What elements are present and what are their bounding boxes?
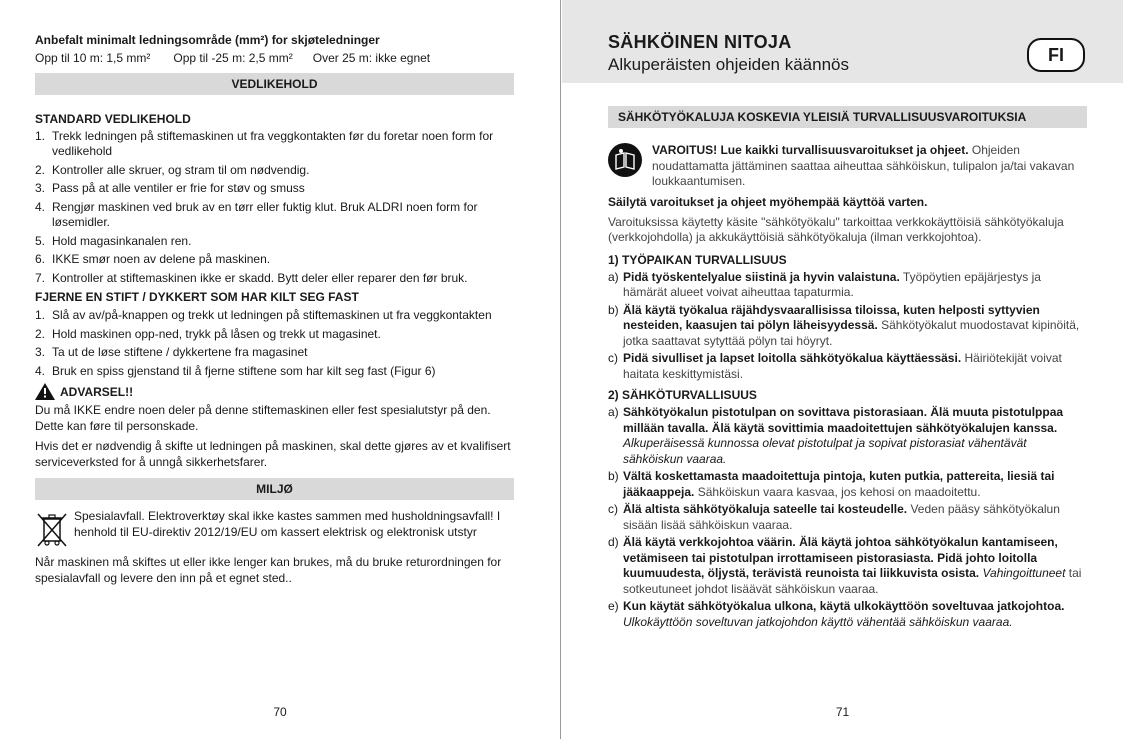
warning-heading <box>35 383 514 400</box>
warning-body: Ohjeiden noudattamatta jättäminen saattaa aiheuttaa sähköiskun, tulipalon ja/tai vakavan loukkaantumisen. <box>652 143 1075 188</box>
header <box>562 0 1123 83</box>
warning-text <box>652 143 1087 190</box>
wheelie-bin-crossed-icon <box>35 511 69 549</box>
page-number-right: 71 <box>835 705 850 719</box>
list-item: 5. Hold magasinkanalen ren. <box>35 233 192 248</box>
maintenance-bar: VEDLIKEHOLD <box>35 73 514 95</box>
read-manual-icon <box>608 143 642 177</box>
std-maint-title: STANDARD VEDLIKEHOLD <box>35 111 191 126</box>
warning-bold: VAROITUS! Lue kaikki turvallisuusvaroitukset ja ohjeet. <box>652 143 969 157</box>
list-item: c) Pidä sivulliset ja lapset loitolla sähkötyökalua käyttäessäsi. Häiriötekijät voivat haitata keskittymistäsi. <box>608 351 1062 381</box>
warning-paragraph-2: Hvis det er nødvendig å skifte ut ledningen på maskinen, skal dette gjøres av et kvalifisert serviceverksted for å unngå sikkerhetsfarer. <box>35 439 511 469</box>
list-item: d) Älä käytä verkkojohtoa väärin. Älä käytä johtoa sähkötyökalun kantamiseen, vetämiseen tai pistotulpan irrottamiseen pistorasiasta. Pidä johto loitolla kuumuudesta, öljystä, terävistä reunoista tai liikkuvista osista. Vahingoittuneet tai sotkeutuneet johdot lisäävät sähköiskun vaaraa. <box>608 535 1082 596</box>
warning-triangle-icon <box>35 383 55 400</box>
list-item: 3. Pass på at alle ventiler er frie for støv og smuss <box>35 181 305 195</box>
warning-paragraph-1: Du må IKKE endre noen deler på denne stiftemaskinen eller fest spesialutstyr på den. Dette kan føre til personskade. <box>35 403 491 433</box>
list-item: 6. IKKE smør noen av delene på maskinen. <box>35 252 271 266</box>
list-item: a) Pidä työskentelyalue siistinä ja hyvin valaistuna. Työpöytien epäjärjestys ja hämärät alueet voivat aiheuttaa tapaturmia. <box>608 269 1041 299</box>
term-definition: Varoituksissa käytetty käsite "sähkötyökalu" tarkoittaa verkkokäyttöisiä sähkötyökaluja (verkkojohdolla) ja akkukäyttöisiä sähkötyökaluja (ilman verkkojohtoa). <box>608 214 1064 244</box>
list-item: 4. Rengjør maskinen ved bruk av en tørr eller fuktig klut. Bruk ALDRI noen form for løsemidler. <box>35 199 478 229</box>
min-wire-row <box>35 51 514 67</box>
min-wire-25: Opp til -25 m: 2,5 mm² <box>173 51 293 65</box>
safety-bar: SÄHKÖTYÖKALUJA KOSKEVIA YLEISIÄ TURVALLISUUSVAROITUKSIA <box>608 106 1087 128</box>
disposal-text: Spesialavfall. Elektroverktøy skal ikke kastes sammen med husholdningsavfall! I henhold til EU-direktiv 2012/19/EU om kassert elektrisk og elektronisk utstyr <box>74 509 501 539</box>
general-warning <box>608 143 1087 190</box>
jam-list <box>35 308 514 379</box>
list-item: 1. Slå av av/på-knappen og trekk ut ledningen på stiftemaskinen ut fra veggkontakten <box>35 308 492 322</box>
doc-title: SÄHKÖINEN NITOJA <box>608 32 792 52</box>
section-1-title: 1) TYÖPAIKAN TURVALLISUUS <box>608 252 787 267</box>
list-item: 4. Bruk en spiss gjenstand til å fjerne stiftene som har kilt seg fast (Figur 6) <box>35 363 436 378</box>
min-wire-10: Opp til 10 m: 1,5 mm² <box>35 51 151 65</box>
list-item: a) Sähkötyökalun pistotulpan on sovittava pistorasiaan. Älä muuta pistotulppaa millään tavalla. Älä käytä sovittimia maadoitettujen sähkötyökalujen kanssa. Alkuperäisessä kunnossa olevat pistotulpat ja sopivat pistorasiat vähentävät sähköiskun vaaraa. <box>608 405 1064 466</box>
list-item: 2. Hold maskinen opp-ned, trykk på låsen og trekk ut magasinet. <box>35 326 381 341</box>
section-2-list <box>608 405 1087 630</box>
list-item: c) Älä altista sähkötyökaluja sateelle tai kosteudelle. Veden pääsy sähkötyökalun sisään lisää sähköiskun vaaraa. <box>608 502 1060 532</box>
list-item: 2. Kontroller alle skruer, og stram til om nødvendig. <box>35 162 310 177</box>
section-1-list <box>608 270 1087 383</box>
language-badge: FI <box>1027 38 1085 72</box>
list-item: e) Kun käytät sähkötyökalua ulkona, käytä ulkokäyttöön soveltuvaa jatkojohtoa. Ulkokäyttöön soveltuvan jatkojohdon käyttö vähentää sähköiskun vaaraa. <box>608 599 1065 629</box>
jam-title: FJERNE EN STIFT / DYKKERT SOM HAR KILT SEG FAST <box>35 290 359 304</box>
std-maint-list <box>35 129 514 287</box>
disposal-block <box>35 509 514 549</box>
disposal-paragraph: Når maskinen må skiftes ut eller ikke lenger kan brukes, må du bruke returordningen for spesialavfall og levere den inn på et egnet sted.. <box>35 555 502 585</box>
min-wire-title: Anbefalt minimalt ledningsområde (mm²) for skjøteledninger <box>35 33 380 47</box>
environment-bar: MILJØ <box>35 478 514 500</box>
min-wire-over25: Over 25 m: ikke egnet <box>312 51 431 65</box>
doc-subtitle: Alkuperäisten ohjeiden käännös <box>608 55 850 74</box>
page-number-left: 70 <box>273 705 287 719</box>
list-item: 7. Kontroller at stiftemaskinen ikke er skadd. Bytt deler eller reparer den før bruk. <box>35 270 468 285</box>
section-2-title: 2) SÄHKÖTURVALLISUUS <box>608 388 757 402</box>
warning-title: ADVARSEL!! <box>60 384 134 399</box>
keep-instructions: Säilytä varoitukset ja ohjeet myöhempää käyttöä varten. <box>608 194 928 209</box>
right-page <box>562 0 1123 739</box>
list-item: 3. Ta ut de løse stiftene / dykkertene fra magasinet <box>35 345 308 359</box>
list-item: 1. Trekk ledningen på stiftemaskinen ut fra veggkontakten før du foretar noen form for vedlikehold <box>35 128 494 158</box>
left-page <box>0 0 561 739</box>
list-item: b) Älä käytä työkalua räjähdysvaarallisissa tiloissa, kuten helposti syttyvien nesteiden, kaasujen tai pölyn läheisyydessä. Sähkötyökalut muodostavat kipinöitä, jotka saattavat sytyttää pölyn tai höyryt. <box>608 302 1080 348</box>
list-item: b) Vältä koskettamasta maadoitettuja pintoja, kuten putkia, pattereita, liesiä tai jääkaappeja. Sähköiskun vaara kasvaa, jos kehosi on maadoitettu. <box>608 469 1055 499</box>
